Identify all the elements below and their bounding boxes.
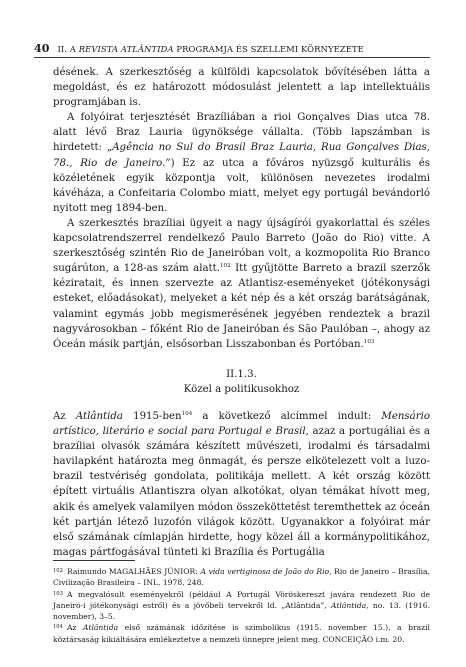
footnote-103	[53, 589, 430, 623]
page-number: 40	[34, 42, 50, 55]
footnote-102	[53, 566, 430, 589]
paragraph-3-text-b: Itt gyűjtötte Barreto a brazil szerzők kéziratait, és innen szervezte az Atlantisz-eseményeket (jótékonysági esteket, előadásokat), melyeket a két nép és a két ország barátságának, valamint egymás jobb megismerésének jegyében rendeztek a brazil nagyvárosokban – főként Rio de Janeiróban és São Paulóban –, ahogy az Óceán másik partján, elsősorban Lisszabonban és Portóban.	[53, 263, 430, 350]
header-title-pre: II. A	[57, 44, 79, 54]
running-header	[34, 42, 430, 55]
footnote-number: 102	[53, 568, 63, 574]
header-rule	[34, 57, 430, 58]
paragraph-4-text-d: , azaz a portugáliai és a brazíliai olvasók számára készített művészeti, irodalmi és társadalmi havilapként határozta meg önmagát, és persze elkötelezett volt a luzo-brazil testvériség gondolata, politikája mellett. A két ország között épített virtuális Atlantiszra olyan alkotókat, olyan témákat hívott meg, akik és amelyek valamilyen módon összeköttetést teremthettek az óceán két partján létező luzofón világok között. Ugyanakkor a folyóirat már első számának címlapján hirdette, hogy közel áll a kormánypolitikához, magas pártfogásával tünteti ki Brazília és Portugália	[53, 426, 430, 558]
paragraph-2	[53, 110, 430, 216]
paragraph-2-quote: Agência no Sul do Brasil Braz Lauria, Rua Gonçalves Dias, 78., Rio de Janeiro.	[53, 142, 431, 169]
paragraph-3-text-a: A szerkesztés brazíliai ügyeit a nagy újságírói gyakorlattal és széles kapcsolatrendszerrel rendelkező Paulo Barreto (João do Rio) vitte. A szerkesztőség szintén Rio de Janeiróban volt, a kozmopolita Rio Branco sugárúton, a 128-as szám alatt.	[53, 217, 430, 275]
paragraph-4-text-b: 1915-ben	[122, 410, 182, 422]
footnote-rule	[53, 560, 135, 561]
paragraph-4-text-a: Az	[53, 410, 76, 422]
section-spacer	[53, 352, 430, 367]
paragraph-4-text-c: a következő alcímmel indult:	[192, 410, 382, 422]
footnote-text: Az	[67, 623, 84, 633]
body-text	[53, 65, 430, 560]
paragraph-1: désének. A szerkesztőség a külföldi kapcsolatok bővítésében látta a megoldást, és ez határozott módosulást jelentett a lap intellektuális programjában is.	[53, 67, 430, 109]
paragraph-3	[53, 216, 430, 352]
footnote-text: , no. 13. (1916. november), 3–5.	[53, 600, 430, 622]
footnote-text: , Rio de Janeiro – Brasília, Civilização Brasileira – INL, 1978, 248.	[53, 567, 430, 588]
paragraph-4-subtitle: Mensário artístico, literário e social para Portugal e Brasil	[53, 410, 430, 438]
header-title-post: PROGRAMJA ÉS SZELLEMI KÖRNYEZETE	[173, 44, 364, 54]
footnote-title: Atlântida	[331, 600, 367, 610]
footnote-title: A vida vertiginosa de João do Rio	[200, 567, 330, 576]
paragraph-4	[53, 409, 430, 560]
paragraph-2-text-a: A folyóirat terjesztését Brazíliában a rioi Gonçalves Dias utca 78. alatt lévő Braz Lauria ügynöksége vállalta. (Több lapszámban is hirdetett: „	[53, 112, 430, 154]
footnotes	[53, 566, 430, 645]
header-title-journal: REVISTA ATLÂNTIDA	[78, 44, 174, 54]
footnote-text: Raimundo MAGALHÃES JÚNIOR:	[67, 567, 201, 576]
footnote-number: 104	[53, 624, 63, 631]
paragraph-2-text-b: ”) Ez az utca a főváros nyüzsgő kulturális és közéletének egyik központja volt, különösen nevezetes irodalmi kávéháza, a Confeitaria Colombo miatt, melyet egy portugál bevándorló nyitott meg 1894-ben.	[53, 157, 430, 214]
section-spacer-after	[53, 397, 430, 409]
footnote-ref-102[interactable]: 102	[219, 263, 231, 270]
footnote-text: első számának időzítése is szimbolikus (1915. november 15.), a brazil köztársaság kikiáltására emlékeztetve a nemzeti ünnepre jelent meg. CONCEIÇÃO i.m. 20.	[53, 623, 430, 644]
paragraph-4-journal: Atlântida	[75, 410, 123, 422]
section-title: Közel a politikusokhoz	[183, 383, 300, 395]
footnote-ref-104[interactable]: 104	[181, 410, 193, 417]
footnote-number: 103	[53, 590, 63, 597]
footnote-104	[53, 622, 430, 645]
footnote-text: A megvalósult eseményekről (például A Portugál Vöröskereszt javára rendezett Rio de Janeiró-i jótékonysági estről) és a jövőbeli tervekről ld. „Atlântida”,	[53, 589, 430, 610]
footnote-ref-103[interactable]: 103	[363, 338, 375, 345]
section-number: II.1.3.	[226, 368, 257, 380]
footnote-title: Atlântida	[83, 623, 119, 633]
